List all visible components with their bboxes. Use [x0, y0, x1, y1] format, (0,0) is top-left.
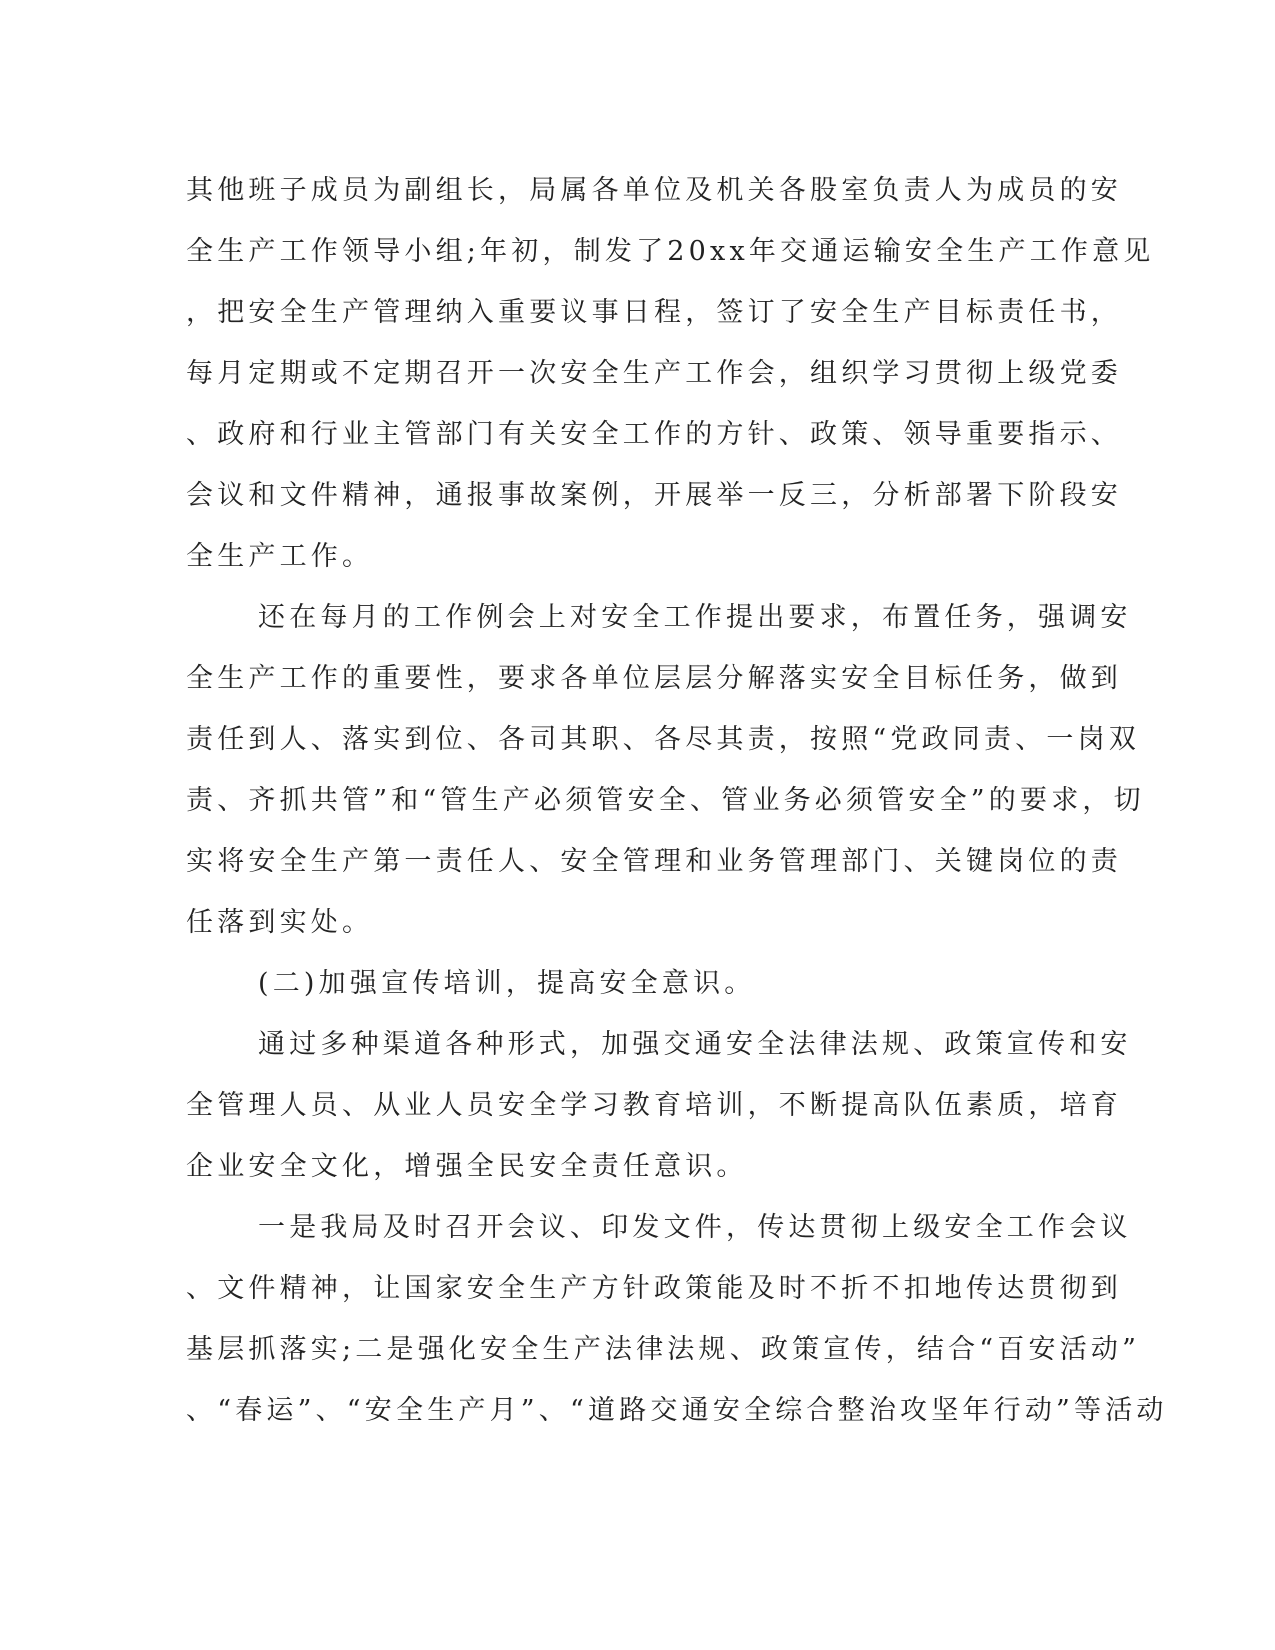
text-line: 还在每月的工作例会上对安全工作提出要求，布置任务，强调安: [258, 602, 1132, 633]
text-line: 每月定期或不定期召开一次安全生产工作会，组织学习贯彻上级党委: [186, 358, 1122, 389]
text-line: 全管理人员、从业人员安全学习教育培训，不断提高队伍素质，培育: [186, 1090, 1122, 1121]
text-line: 全生产工作领导小组;年初，制发了20xx年交通运输安全生产工作意见: [186, 236, 1155, 267]
text-line: 基层抓落实;二是强化安全生产法律法规、政策宣传，结合“百安活动”: [186, 1334, 1141, 1365]
text-line: 全生产工作。: [186, 541, 374, 572]
text-line: 其他班子成员为副组长，局属各单位及机关各股室负责人为成员的安: [186, 175, 1122, 206]
section-heading: (二)加强宣传培训，提高安全意识。: [258, 968, 756, 999]
document-body: [186, 160, 1168, 1441]
text-line: 会议和文件精神，通报事故案例，开展举一反三，分析部署下阶段安: [186, 480, 1122, 511]
text-line: 一是我局及时召开会议、印发文件，传达贯彻上级安全工作会议: [258, 1212, 1132, 1243]
text-line: 通过多种渠道各种形式，加强交通安全法律法规、政策宣传和安: [258, 1029, 1132, 1060]
text-line: 责任到人、落实到位、各司其职、各尽其责，按照“党政同责、一岗双: [186, 724, 1141, 755]
text-line: ，把安全生产管理纳入重要议事日程，签订了安全生产目标责任书，: [186, 297, 1122, 328]
text-line: 、“春运”、“安全生产月”、“道路交通安全综合整治攻坚年行动”等活动: [186, 1395, 1168, 1426]
text-line: 责、齐抓共管”和“管生产必须管安全、管业务必须管安全”的要求，切: [186, 785, 1145, 816]
text-line: 任落到实处。: [186, 907, 374, 938]
text-line: 企业安全文化，增强全民安全责任意识。: [186, 1151, 748, 1182]
text-line: 全生产工作的重要性，要求各单位层层分解落实安全目标任务，做到: [186, 663, 1122, 694]
text-line: 、政府和行业主管部门有关安全工作的方针、政策、领导重要指示、: [186, 419, 1122, 450]
text-line: 、文件精神，让国家安全生产方针政策能及时不折不扣地传达贯彻到: [186, 1273, 1122, 1304]
text-line: 实将安全生产第一责任人、安全管理和业务管理部门、关键岗位的责: [186, 846, 1122, 877]
